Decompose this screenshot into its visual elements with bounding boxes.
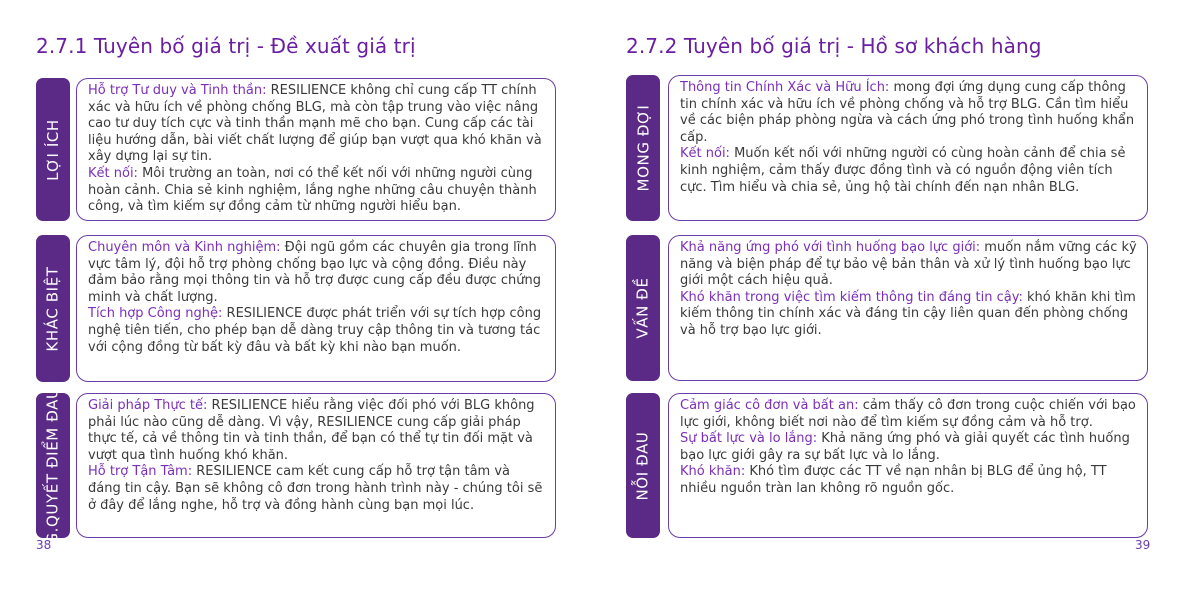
page-number: 39 <box>1135 538 1151 552</box>
paragraph-text: Môi trường an toàn, nơi có thể kết nối với những người cùng hoàn cảnh. Chia sẻ kinh nghiệm, lắng nghe những câu chuyện thành công, và tìm kiếm sự đồng cảm từ những người hiểu bạn. <box>88 165 537 215</box>
paragraph-label: Kết nối: <box>88 165 138 181</box>
paragraph-label: Cảm giác cô đơn và bất an: <box>680 398 859 413</box>
paragraph <box>88 83 545 166</box>
content-box-van-de <box>668 235 1148 381</box>
paragraph-text: mong đợi ứng dụng cung cấp thông tin chính xác và hữu ích về phòng chống và hỗ trợ BLG. Cần tìm hiểu về các biện pháp phòng ngừa và cách ứng phó trong tình huống khẩn cấp. <box>680 80 1135 145</box>
content-box-mong-doi <box>668 75 1148 221</box>
paragraph <box>680 80 1137 146</box>
tab-noi-dau: NỖI ĐAU <box>626 393 660 538</box>
paragraph <box>88 398 545 464</box>
row-khac-biet <box>36 235 556 382</box>
paragraph <box>88 166 545 216</box>
content-box-giai-quyet-diem-dau <box>76 393 556 538</box>
paragraph <box>680 398 1137 431</box>
tab-khac-biet: KHÁC BIỆT <box>36 235 70 382</box>
paragraph <box>680 464 1137 497</box>
row-noi-dau <box>626 393 1148 538</box>
content-box-noi-dau <box>668 393 1148 538</box>
paragraph-label: Tích hợp Công nghệ: <box>88 306 223 322</box>
paragraph-label: Hỗ trợ Tư duy và Tinh thần: <box>88 83 267 98</box>
paragraph <box>88 240 545 306</box>
paragraph-text: RESILIENCE được phát triển với sự tích hợp công nghệ tiên tiến, cho phép bạn dễ dàng truy cập thông tin và tương tác với cộng đồng từ bất kỳ đâu và bất kỳ khi nào bạn muốn. <box>88 306 542 355</box>
paragraph-label: Khó khăn: <box>680 464 746 480</box>
right-page <box>592 0 1183 592</box>
paragraph-label: Giải pháp Thực tế: <box>88 398 208 413</box>
page-title: 2.7.2 Tuyên bố giá trị - Hồ sơ khách hàng <box>626 34 1042 58</box>
tab-giai-quyet-diem-dau: G.QUYẾT ĐIỂM ĐAU <box>36 393 70 538</box>
content-box-khac-biet <box>76 235 556 382</box>
paragraph <box>680 431 1137 464</box>
paragraph-text: RESILIENCE hiểu rằng việc đối phó với BLG không phải lúc nào cũng dễ dàng. Vì vậy, RESILIENCE cung cấp giải pháp thực tế, cả về thông tin và tinh thần, để bạn có thể tự tin đối mặt và vượt qua tình huống khó khăn. <box>88 398 535 463</box>
paragraph-text: RESILIENCE cam kết cung cấp hỗ trợ tận tâm và đáng tin cậy. Bạn sẽ không cô đơn trong hành trình này - chúng tôi sẽ ở đây để lắng nghe, hỗ trợ và đồng hành cùng bạn mọi lúc. <box>88 464 543 513</box>
row-loi-ich <box>36 78 556 221</box>
paragraph-text: Khả năng ứng phó và giải quyết các tình huống bạo lực giới gây ra sự bất lực và lo lắng. <box>680 431 1130 463</box>
paragraph-label: Sự bất lực và lo lắng: <box>680 431 818 447</box>
paragraph-text: RESILIENCE không chỉ cung cấp TT chính xác và hữu ích về phòng chống BLG, mà còn tập trung vào việc nâng cao tư duy tích cực và tinh thần mạnh mẽ cho bạn. Cung cấp các tài liệu hướng dẫn, bài viết chất lượng để giúp bạn vượt qua khó khăn và xây dựng lại sự tin. <box>88 83 542 165</box>
tab-loi-ich: LỢI ÍCH <box>36 78 70 221</box>
paragraph <box>680 290 1137 340</box>
paragraph-label: Thông tin Chính Xác và Hữu Ích: <box>680 80 890 95</box>
paragraph-label: Khó khăn trong việc tìm kiếm thông tin đáng tin cậy: <box>680 289 1023 305</box>
paragraph <box>88 306 545 356</box>
paragraph-label: Kết nối: <box>680 146 730 162</box>
paragraph <box>680 146 1137 196</box>
tab-van-de: VẤN ĐỀ <box>626 235 660 381</box>
paragraph-text: muốn nắm vững các kỹ năng và biện pháp để tự bảo vệ bản thân và xử lý tình huống bạo lực giới một cách hiệu quả. <box>680 240 1137 289</box>
paragraph-label: Chuyên môn và Kinh nghiệm: <box>88 240 281 255</box>
tab-mong-doi: MONG ĐỢI <box>626 75 660 221</box>
paragraph-label: Khả năng ứng phó với tình huống bạo lực giới: <box>680 240 981 255</box>
paragraph-label: Hỗ trợ Tận Tâm: <box>88 464 193 480</box>
page-title: 2.7.1 Tuyên bố giá trị - Đề xuất giá trị <box>36 34 416 58</box>
paragraph-text: cảm thấy cô đơn trong cuộc chiến với bạo lực giới, không biết nơi nào để tìm kiếm sự đồng cảm và hỗ trợ. <box>680 398 1136 430</box>
paragraph-text: Đội ngũ gồm các chuyên gia trong lĩnh vực tâm lý, đội hỗ trợ phòng chống bạo lực và cộng đồng. Điều này đảm bảo rằng mọi thông tin và hỗ trợ được cung cấp đều được chứng minh và chất lượng. <box>88 240 541 305</box>
paragraph-text: Muốn kết nối với những người có cùng hoàn cảnh để chia sẻ kinh nghiệm, cảm thấy được đồng tình và có nguồn động viên tích cực. Tìm hiểu và chia sẻ, ủng hộ tài chính đến nạn nhân BLG. <box>680 146 1126 195</box>
paragraph-text: Khó tìm được các TT về nạn nhân bị BLG để ủng hộ, TT nhiều nguồn tràn lan không rõ nguồn gốc. <box>680 464 1107 496</box>
row-mong-doi <box>626 75 1148 221</box>
paragraph <box>88 464 545 514</box>
page-number: 38 <box>36 538 52 552</box>
paragraph <box>680 240 1137 290</box>
row-van-de <box>626 235 1148 381</box>
paragraph-text: khó khăn khi tìm kiếm thông tin chính xác và đáng tin cậy liên quan đến phòng chống và hỗ trợ bạo lực giới. <box>680 289 1136 338</box>
content-box-loi-ich <box>76 78 556 221</box>
